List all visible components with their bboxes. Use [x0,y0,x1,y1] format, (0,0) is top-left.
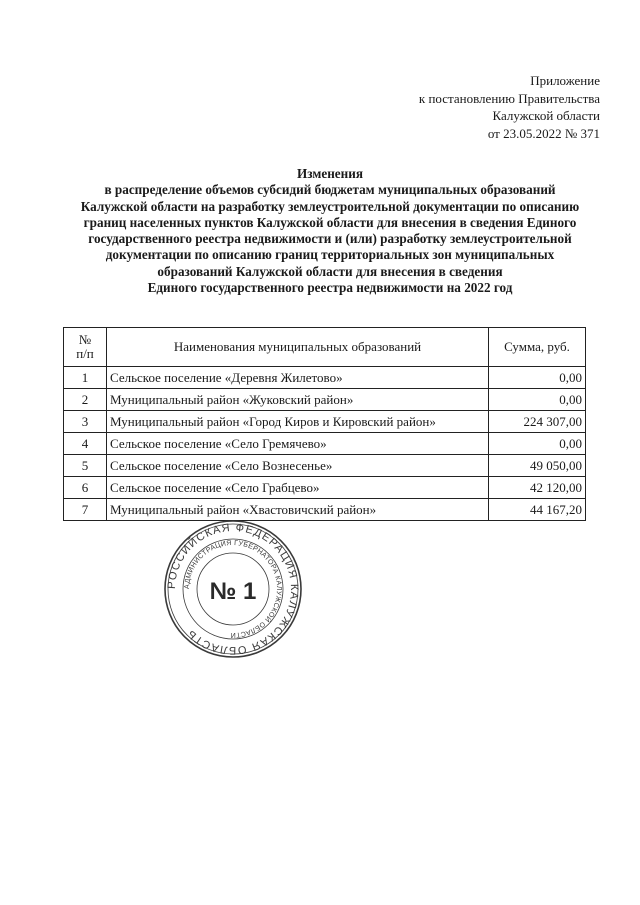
header-sum: Сумма, руб. [489,328,586,367]
table-header-row [64,328,586,367]
seal-inner-text: АДМИНИСТРАЦИЯ ГУБЕРНАТОРА КАЛУЖСКОЙ ОБЛАСТИ [183,539,283,639]
title-line: образований Калужской области для внесения в сведения [157,263,503,279]
seal-center-number: № 1 [209,578,257,605]
row-name: Муниципальный район «Город Киров и Кировский район» [107,411,489,433]
table-row [64,433,586,455]
row-name: Сельское поселение «Село Грабцево» [107,477,489,499]
seal-graphic [163,519,303,659]
subsidy-table [63,327,586,521]
document-title [40,166,620,296]
official-seal-stamp [163,519,303,659]
title-line: Калужской области на разработку землеустроительной документации по описанию [80,198,580,214]
row-sum: 44 167,20 [489,499,586,521]
row-name: Сельское поселение «Деревня Жилетово» [107,367,489,389]
header-number [64,328,107,367]
row-number: 7 [64,499,107,521]
appendix-label: Приложение [530,73,600,88]
table-row [64,499,586,521]
appendix-decree-ref: к постановлению Правительства [418,90,600,106]
table-row [64,367,586,389]
row-sum: 49 050,00 [489,455,586,477]
title-line: границ населенных пунктов Калужской области для внесения в сведения Единого [83,214,577,230]
seal-outer-text: РОССИЙСКАЯ ФЕДЕРАЦИЯ КАЛУЖСКАЯ ОБЛАСТЬ [165,521,301,657]
appendix-region: Калужской области [492,108,600,123]
header-name: Наименования муниципальных образований [107,328,489,367]
row-sum: 224 307,00 [489,411,586,433]
title-line: государственного реестра недвижимости и (или) разработку землеустроительной [88,231,572,247]
row-name: Сельское поселение «Село Вознесенье» [107,455,489,477]
row-number: 5 [64,455,107,477]
title-line: в распределение объемов субсидий бюджетам муниципальных образований [104,182,556,198]
row-number: 6 [64,477,107,499]
title-line: Единого государственного реестра недвижимости на 2022 год [147,280,513,296]
table-row [64,411,586,433]
row-name: Сельское поселение «Село Гремячево» [107,433,489,455]
header-number-abbr: п/п [76,346,94,361]
row-sum: 0,00 [489,433,586,455]
row-sum: 0,00 [489,367,586,389]
appendix-header [419,72,600,142]
table-row [64,389,586,411]
table-row [64,477,586,499]
row-number: 1 [64,367,107,389]
appendix-date-number: от 23.05.2022 № 371 [487,125,600,141]
row-number: 4 [64,433,107,455]
title-heading: Изменения [297,166,363,181]
row-name: Муниципальный район «Жуковский район» [107,389,489,411]
row-sum: 0,00 [489,389,586,411]
table-row [64,455,586,477]
title-line: документации по описанию границ территориальных зон муниципальных [105,247,555,263]
header-number-symbol: № [78,332,92,347]
row-number: 3 [64,411,107,433]
row-sum: 42 120,00 [489,477,586,499]
row-name: Муниципальный район «Хвастовичский район» [107,499,489,521]
row-number: 2 [64,389,107,411]
